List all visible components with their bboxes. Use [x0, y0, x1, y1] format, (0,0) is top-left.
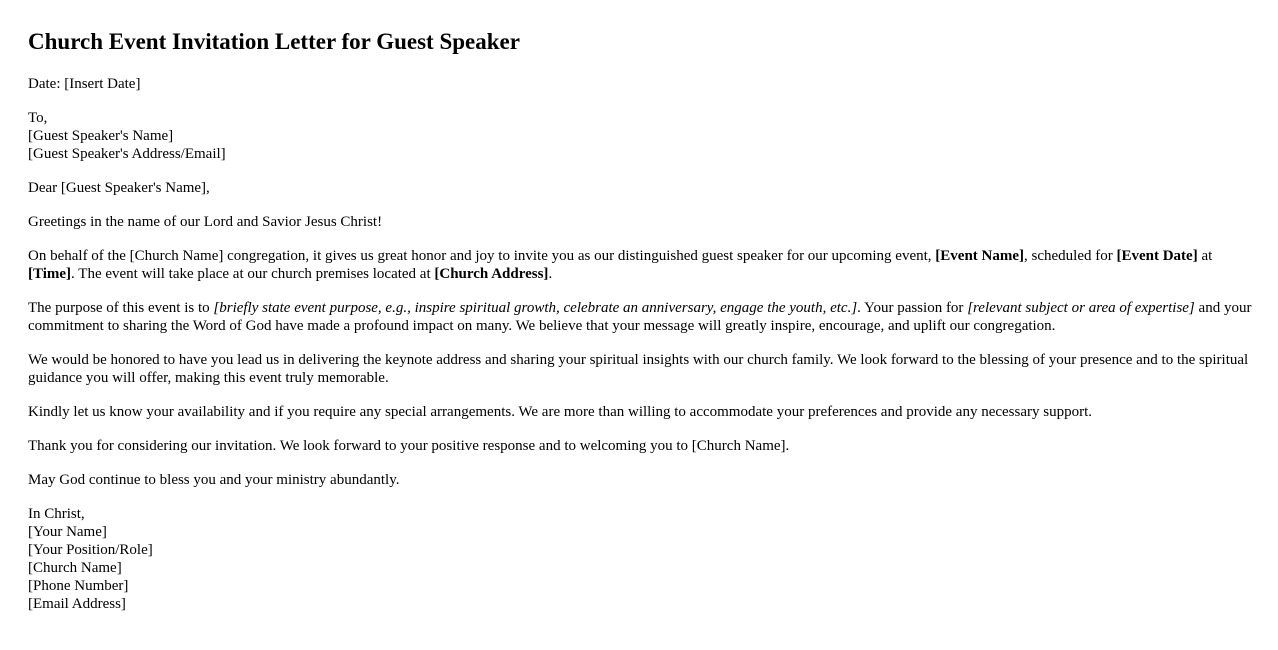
paragraph-text: On behalf of the [Church Name] congregation, it gives us great honor and joy to invite you as our distinguished guest speaker for our upcoming event,: [28, 248, 936, 264]
paragraph-availability: Kindly let us know your availability and if you require any special arrangements. We are more than willing to accommodate your preferences and provide any necessary support.: [28, 404, 1092, 420]
letter-title: Church Event Invitation Letter for Guest Speaker: [28, 29, 520, 54]
paragraph-blessing: May God continue to bless you and your ministry abundantly.: [28, 472, 400, 488]
recipient-name: [Guest Speaker's Name]: [28, 128, 174, 144]
recipient-block: [28, 109, 1254, 163]
paragraph-honor: We would be honored to have you lead us in delivering the keynote address and sharing your spiritual insights with our church family. We look forward to the blessing of your presence and to the spiritual guidance you will offer, making this event truly memorable.: [28, 352, 1249, 386]
date-line: Date: [Insert Date]: [28, 76, 141, 92]
event-date-placeholder: [Event Date]: [1116, 248, 1198, 264]
recipient-to: To,: [28, 110, 48, 126]
event-name-placeholder: [Event Name]: [935, 248, 1025, 264]
paragraph-invitation: [28, 247, 1254, 283]
signature-church: [Church Name]: [28, 560, 122, 576]
paragraph-text: at: [1197, 248, 1213, 264]
paragraph-text: . Your passion for: [857, 300, 968, 316]
signature-name: [Your Name]: [28, 524, 107, 540]
paragraph-text: . The event will take place at our church premises located at: [71, 266, 435, 282]
purpose-placeholder: [briefly state event purpose, e.g., inspire spiritual growth, celebrate an anniversary, engage the youth, etc.]: [213, 300, 858, 316]
subject-placeholder: [relevant subject or area of expertise]: [967, 300, 1195, 316]
signature-closing: In Christ,: [28, 506, 85, 522]
paragraph-purpose: [28, 299, 1254, 335]
signature-role: [Your Position/Role]: [28, 542, 153, 558]
greeting: Greetings in the name of our Lord and Savior Jesus Christ!: [28, 214, 383, 230]
paragraph-text: The purpose of this event is to: [28, 300, 214, 316]
paragraph-thanks: Thank you for considering our invitation. We look forward to your positive response and to welcoming you to [Church Name].: [28, 438, 790, 454]
signature-email: [Email Address]: [28, 596, 126, 612]
paragraph-text: and your commitment to sharing the Word of God have made a profound impact on many. We believe that your message will greatly inspire, encourage, and uplift our congregation.: [28, 300, 1252, 334]
signature-phone: [Phone Number]: [28, 578, 129, 594]
recipient-address: [Guest Speaker's Address/Email]: [28, 146, 226, 162]
signature-block: [28, 505, 1254, 613]
time-placeholder: [Time]: [28, 266, 72, 282]
paragraph-text: , scheduled for: [1024, 248, 1117, 264]
salutation: Dear [Guest Speaker's Name],: [28, 180, 210, 196]
paragraph-text: .: [548, 266, 553, 282]
church-address-placeholder: [Church Address]: [434, 266, 549, 282]
